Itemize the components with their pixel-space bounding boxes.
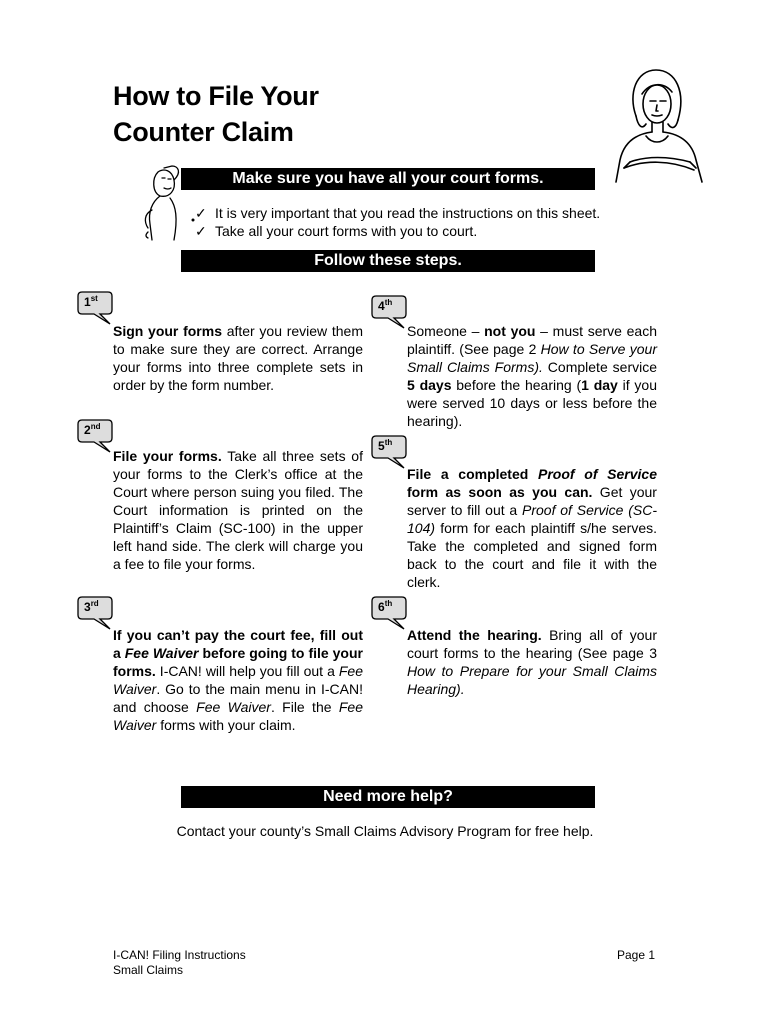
step-badge-2: 2nd: [76, 416, 116, 450]
title-line-2: Counter Claim: [113, 117, 294, 147]
banner-follow-steps: Follow these steps.: [181, 250, 595, 272]
step-1-text: Sign your forms after you review them to make sure they are correct. Arrange your forms into three complete sets in order by the form number.: [113, 323, 363, 393]
banner-need-help: Need more help?: [181, 786, 595, 808]
title-line-1: How to File Your: [113, 81, 319, 111]
step-5-text: File a completed Proof of Service form as soon as you can. Get your server to fill out a Proof of Service (SC-104) form for each plaintiff s/he serves. Take the completed and signed form back to the court and file it with the clerk.: [407, 466, 657, 590]
checklist-item: ✓ It is very important that you read the instructions on this sheet.: [195, 205, 601, 221]
step-3-text: If you can’t pay the court fee, fill out a Fee Waiver before going to file your forms. I-CAN! will help you fill out a Fee Waiver. Go to the main menu in I-CAN! and choose Fee Waiver. File the Fee Waiver forms with your claim.: [113, 627, 363, 733]
step-badge-4: 4th: [370, 292, 410, 326]
step-2-text: File your forms. Take all three sets of your forms to the Clerk’s office at the Court where person suing you filed. The Court information is printed on the Plaintiff’s Claim (SC-100) in the upper left hand side. The clerk will charge you a fee to file your forms.: [113, 448, 363, 572]
footer-doc-subtitle: Small Claims: [113, 963, 184, 977]
step-badge-5: 5th: [370, 432, 410, 466]
page-title: [113, 78, 319, 150]
step-badge-1: 1st: [76, 288, 116, 322]
step-badge-6: 6th: [370, 593, 410, 627]
checklist-item: ✓ Take all your court forms with you to court.: [195, 223, 478, 239]
step-badge-3: 3rd: [76, 593, 116, 627]
step-6-text: Attend the hearing. Bring all of your court forms to the hearing (See page 3 How to Prepare for your Small Claims Hearing).: [407, 627, 657, 697]
banner-court-forms: Make sure you have all your court forms.: [181, 168, 595, 190]
help-text: Contact your county’s Small Claims Advisory Program for free help.: [176, 823, 594, 839]
woman-illustration: [606, 64, 710, 184]
footer-left: [113, 948, 246, 978]
checkmark-icon: ✓: [195, 223, 207, 239]
step-4-text: Someone – not you – must serve each plaintiff. (See page 2 How to Serve your Small Claims Forms). Complete service 5 days before the hearing (1 day if you were served 10 days or less before the hearing).: [407, 323, 658, 429]
checklist: [195, 204, 600, 240]
footer-doc-title: I-CAN! Filing Instructions: [113, 948, 246, 962]
checkmark-icon: ✓: [195, 205, 207, 221]
page-number: Page 1: [617, 948, 656, 962]
